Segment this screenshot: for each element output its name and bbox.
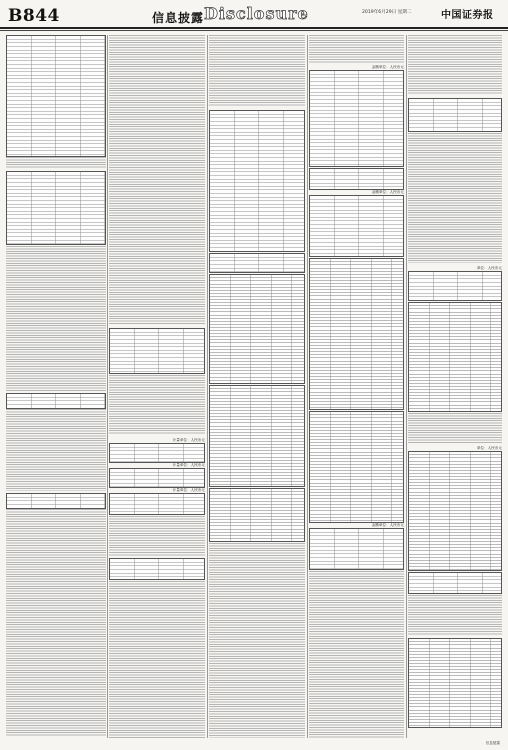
text-block [408,35,502,95]
financial-table [109,443,205,463]
table-caption: 计量单位：人民币元 [172,488,205,492]
text-block [6,157,106,169]
text-block [209,35,305,107]
date-line: 2019年6月29日 星期二 [362,10,412,15]
section-title: 信息披露 [152,11,205,25]
table-caption: 金额单位：人民币元 [371,65,404,69]
footer-note: 信息披露 [485,741,500,745]
financial-table [209,488,305,542]
table-caption: 计量单位：人民币元 [172,463,205,467]
column-divider [107,35,108,738]
column-3 [209,35,305,738]
column-divider [406,35,407,738]
financial-table [209,385,305,487]
table-caption: 金额单位：人民币元 [371,190,404,194]
section-title-en: Disclosure [204,4,309,23]
financial-table [309,70,404,167]
text-block [309,35,404,63]
text-block [109,375,205,435]
text-block [309,571,404,738]
financial-table [408,638,502,728]
financial-table [309,528,404,570]
financial-table [309,195,404,257]
column-5 [408,35,502,738]
column-2 [109,35,205,738]
financial-table [209,110,305,252]
financial-table [6,493,106,509]
financial-table [408,302,502,412]
financial-table [109,468,205,488]
text-block [6,509,106,737]
header-rule [0,27,508,29]
text-block [408,595,502,635]
text-block [109,516,205,556]
masthead-logo: 中国证券报 [441,10,494,21]
column-1 [6,35,106,738]
text-block [6,246,106,391]
column-divider [307,35,308,738]
header-rule-thin [0,30,508,31]
page-number: B844 [8,6,60,26]
table-caption: 金额单位：人民币元 [371,523,404,527]
text-block [408,133,502,263]
financial-table [6,171,106,245]
financial-table [209,274,305,384]
financial-table [6,35,106,157]
financial-table [6,393,106,409]
table-caption: 单位：人民币元 [476,446,502,450]
financial-table [309,168,404,190]
page-header [0,0,508,30]
table-caption: 单位：人民币元 [476,266,502,270]
text-block [109,581,205,738]
text-block [6,409,106,491]
financial-table [408,451,502,571]
financial-table [309,411,404,523]
financial-table [309,258,404,410]
financial-table [408,572,502,594]
column-divider [207,35,208,738]
financial-table [209,253,305,273]
text-block [408,413,502,443]
column-4 [309,35,404,738]
financial-table [109,558,205,580]
financial-table [408,98,502,132]
financial-table [109,328,205,374]
text-block [209,543,305,738]
financial-table [109,493,205,515]
table-caption: 计量单位：人民币元 [172,438,205,442]
financial-table [408,271,502,301]
text-block [109,35,205,325]
